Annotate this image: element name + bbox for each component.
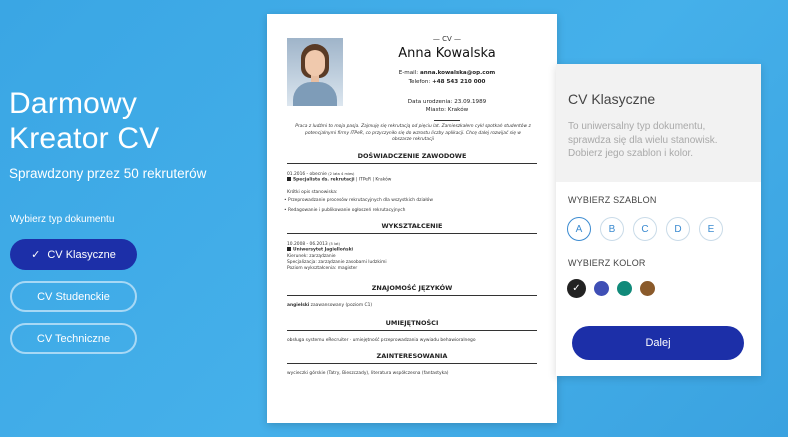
panel-description: To uniwersalny typ dokumentu, sprawdza się dla wielu stanowisk. Dobierz jego szablon i kolor. xyxy=(568,121,718,159)
experience-bullet: • Przeprowadzanie procesów rekrutacyjnych dla wszystkich działów xyxy=(284,198,433,203)
template-label: WYBIERZ SZABLON xyxy=(568,195,657,205)
cv-type-classic-button[interactable] xyxy=(10,239,137,270)
hero xyxy=(9,86,259,354)
document-type-label: Wybierz typ dokumentu xyxy=(10,214,115,225)
hero-title-line2: Kreator CV xyxy=(9,122,160,155)
education-line: Kierunek: zarządzanie xyxy=(287,254,336,259)
next-button[interactable] xyxy=(572,326,744,360)
experience-date: 01.2016 - obecnie (2 lata 4 mies) xyxy=(287,172,355,177)
section-skills-heading: UMIEJĘTNOŚCI xyxy=(287,319,537,331)
color-swatch-teal[interactable] xyxy=(617,281,632,296)
template-option-a[interactable]: A xyxy=(567,217,591,241)
cv-email: anna.kowalska@op.com xyxy=(419,70,496,76)
options-panel xyxy=(556,64,761,376)
experience-desc-label: Krótki opis stanowiska: xyxy=(287,190,338,195)
cv-summary: Praca z ludźmi to moja pasja. Zajmuję się rekrutacją od pięciu lat. Zamieszkałem cykl spotkań studentów z potencjalnymi firmy ITPeR, co przyczyniło się do wzrostu liczby aplikacji. Chcę dalej rozwijać się w obszarze rekrutacji xyxy=(295,124,531,142)
section-education-heading: WYKSZTAŁCENIE xyxy=(287,222,537,234)
education-line: Poziom wykształcenia: magister xyxy=(287,266,358,271)
language-item: angielski zaawansowany (poziom C1) xyxy=(287,303,373,308)
hero-title-line1: Darmowy xyxy=(9,87,138,120)
template-selector xyxy=(567,217,732,241)
divider xyxy=(434,120,460,121)
cv-city: Kraków xyxy=(447,107,469,113)
cv-phone: +48 543 210 000 xyxy=(432,79,486,85)
section-languages-heading: ZNAJOMOŚĆ JĘZYKÓW xyxy=(287,284,537,296)
cv-personal: Data urodzenia: 23.09.1989 Miasto: Kraków xyxy=(407,99,487,113)
color-swatch-black[interactable] xyxy=(567,279,586,298)
education-school: Uniwersytet Jagielloński xyxy=(287,247,537,254)
color-label: WYBIERZ KOLOR xyxy=(568,258,646,268)
interests-text: wycieczki górskie (Tatry, Bieszczady), literatura współczesna (fantastyka) xyxy=(287,371,449,376)
color-swatch-brown[interactable] xyxy=(640,281,655,296)
cv-header xyxy=(352,35,542,121)
cv-type-student-label: CV Studenckie xyxy=(37,290,110,303)
cv-type-classic-label: CV Klasyczne xyxy=(47,248,116,261)
template-option-e[interactable]: E xyxy=(699,217,723,241)
section-experience-heading: DOŚWIADCZENIE ZAWODOWE xyxy=(287,152,537,164)
skills-text: obsługa systemu eRecruiter · umiejętność przeprowadzania wywiadu behawioralnego xyxy=(287,338,476,343)
cv-type-technical-button[interactable] xyxy=(10,323,137,354)
cv-preview xyxy=(267,14,557,423)
hero-subtitle: Sprawdzony przez 50 rekruterów xyxy=(9,166,207,181)
cv-name: Anna Kowalska xyxy=(398,46,496,61)
color-selector xyxy=(567,279,663,298)
hero-title xyxy=(9,86,259,156)
cv-tag: — CV — xyxy=(432,35,462,43)
cv-dob: 23.09.1989 xyxy=(454,99,487,105)
template-option-d[interactable]: D xyxy=(666,217,690,241)
cv-type-student-button[interactable] xyxy=(10,281,137,312)
template-option-c[interactable]: C xyxy=(633,217,657,241)
experience-bullet: • Redagowanie i publikowanie ogłoszeń rekrutacyjnych xyxy=(284,208,406,213)
check-icon: ✓ xyxy=(31,249,41,261)
profile-photo xyxy=(287,38,343,106)
template-option-b[interactable]: B xyxy=(600,217,624,241)
panel-header xyxy=(556,64,761,182)
education-line: Specjalizacja: zarządzanie zasobami ludzkimi xyxy=(287,260,387,265)
next-button-label: Dalej xyxy=(645,337,671,349)
section-interests-heading: ZAINTERESOWANIA xyxy=(287,352,537,364)
color-swatch-blue[interactable] xyxy=(594,281,609,296)
cv-type-technical-label: CV Techniczne xyxy=(36,332,111,345)
experience-position: Specjalista ds. rekrutacji | ITPeR | Kraków xyxy=(287,177,537,184)
panel-title: CV Klasyczne xyxy=(568,91,656,107)
education-date: 10.2008 - 06.2013 (5 lat) xyxy=(287,242,340,247)
cv-contact: E-mail: anna.kowalska@op.com Telefon: +48 543 210 000 xyxy=(398,70,496,85)
check-icon: ✓ xyxy=(572,283,581,294)
